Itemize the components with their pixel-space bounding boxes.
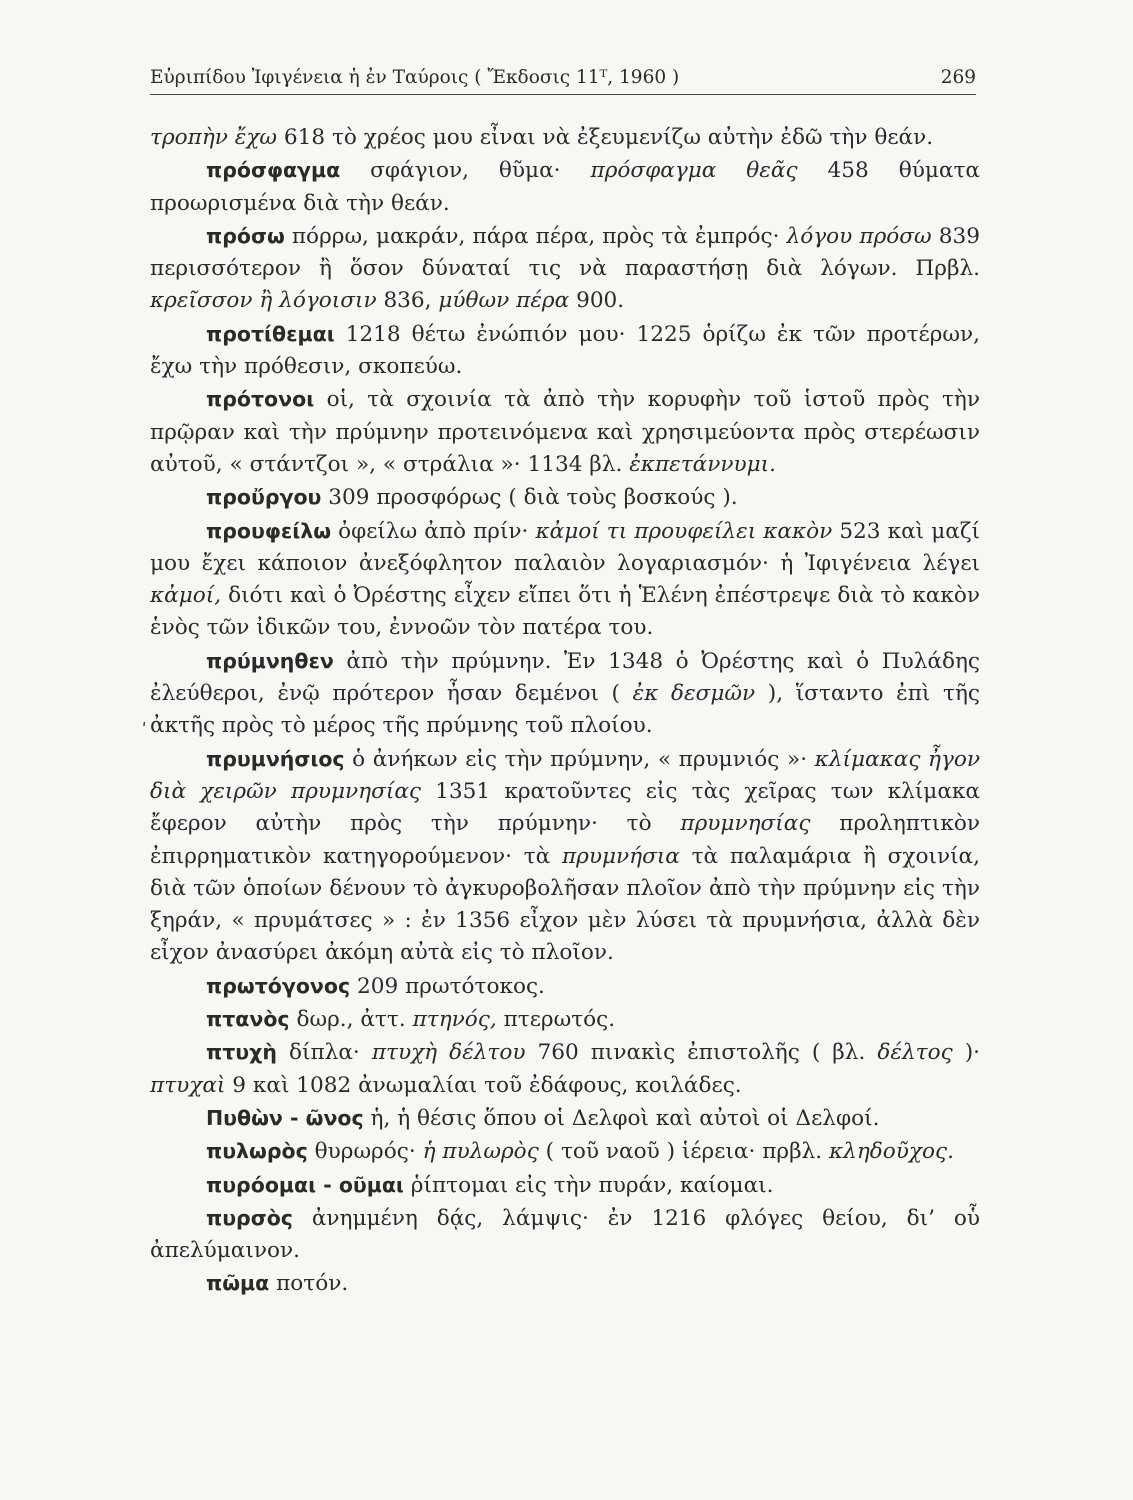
headword: πρόσω <box>206 223 285 248</box>
citation-italic: κἀμοί τι προυφείλει κακὸν <box>535 518 833 544</box>
glossary-body <box>150 122 980 1301</box>
citation-italic: ἐκ δεσμῶν <box>632 681 756 707</box>
citation-italic: κληδοῦχος. <box>828 1139 954 1165</box>
citation-italic: πρόσφαγμα θεᾶς <box>590 158 798 184</box>
definition-text: ἀπὸ τὴν πρύμνην. Ἐν 1348 ὁ Ὀρέστης καὶ ὁ Πυλάδης ἐλεύθεροι, ἐνῷ πρότερον ἦσαν δεμένοι ( <box>150 648 980 707</box>
citation-italic: δέλτος <box>877 1040 953 1066</box>
headword: πυρόομαι - οῦμαι <box>206 1172 404 1197</box>
glossary-entry <box>150 1135 980 1168</box>
definition-text: θυρωρός· <box>307 1139 423 1165</box>
running-header <box>150 56 976 95</box>
definition-text: 839 περισσότερον ἢ ὅσον δύναταί τις νὰ παραστήσῃ διὰ λόγων. Πρβλ. <box>150 223 980 282</box>
citation-italic: πτηνός, <box>412 1007 497 1033</box>
glossary-entry <box>150 743 980 970</box>
definition-text: ὁ ἀνήκων εἰς τὴν πρύμνην, « πρυμνιός »· <box>344 746 815 772</box>
glossary-entry <box>150 1267 980 1300</box>
headword: προὔργου <box>206 485 322 510</box>
headword: Πυθὼν - ῶνος <box>206 1105 364 1130</box>
margin-mark: ʹ <box>142 720 147 739</box>
citation-italic: ἐκπετάννυμι. <box>629 451 777 477</box>
headword: πυλωρὸς <box>206 1139 308 1164</box>
definition-text: προληπτικὸν ἐπιρρηματικὸν κατηγορούμενον· τὰ <box>150 811 980 869</box>
definition-text: ὀφείλω ἀπὸ πρίν· <box>331 518 536 544</box>
citation-italic: λόγου πρόσω <box>786 223 932 249</box>
glossary-entry <box>150 1102 980 1135</box>
definition-text: )· <box>952 1040 981 1066</box>
definition-text: 1351 κρατοῦντες εἰς τὰς χεῖρας των κλίμακα ἔφερον αὐτὴν πρὸς τὴν πρύμνην· τὸ <box>150 778 980 837</box>
definition-text: 1218 θέτω ἐνώπιόν μου· 1225 ὁρίζω ἐκ τῶν προτέρων, ἔχω τὴν πρόθεσιν, σκοπεύω. <box>150 321 980 380</box>
headword: πρυμνήσιος <box>206 746 345 771</box>
definition-text: δίπλα· <box>276 1040 372 1066</box>
definition-text: ἀνημμένη δᾴς, λάμψις· ἐν 1216 φλόγες θείου, δι’ οὗ ἀπελύμαινον. <box>150 1205 980 1264</box>
definition-text: 618 τὸ χρέος μου εἶναι νὰ ἐξευμενίζω αὐτὴν ἐδῶ τὴν θεάν. <box>277 125 934 150</box>
citation-italic: πτυχὴ δέλτου <box>371 1040 526 1066</box>
glossary-entry <box>150 1169 980 1202</box>
definition-text: ), ἵσταντο ἐπὶ τῆς ἀκτῆς πρὸς τὸ μέρος τῆς πρύμνης τοῦ πλοίου. <box>150 681 981 739</box>
definition-text: δωρ., ἀττ. <box>289 1007 413 1033</box>
definition-text: διότι καὶ ὁ Ὀρέστης εἶχεν εἴπει ὅτι ἡ Ἑλένη ἐπέστρεψε διὰ τὸ κακὸν ἑνὸς τῶν ἰδικῶν του, ἐννοῶν τὸν πατέρα του. <box>150 583 980 641</box>
citation-italic: τροπὴν ἔχω <box>150 125 278 150</box>
glossary-entry <box>150 1202 980 1268</box>
definition-text: 523 καὶ μαζί μου ἔχει κάποιον ἀνεξόφλητον παλαιὸν λογαριασμόν· ἡ Ἰφιγένεια λέγει <box>150 518 980 576</box>
definition-text: 309 προσφόρως ( διὰ τοὺς βοσκούς ). <box>321 485 738 511</box>
citation-italic: πρυμνησίας <box>680 811 811 837</box>
running-title: Εὐριπίδου Ἰφιγένεια ἡ ἐν Ταύροις ( Ἔκδοσις 11ᵀ, 1960 ) <box>150 67 680 88</box>
glossary-entry <box>150 481 980 514</box>
definition-text: 209 πρωτότοκος. <box>350 973 545 999</box>
definition-text: ἡ, ἡ θέσις ὅπου οἱ Δελφοὶ καὶ αὐτοὶ οἱ Δελφοί. <box>363 1105 880 1131</box>
definition-text: πόρρω, μακράν, πάρα πέρα, πρὸς τὰ ἐμπρός· <box>284 223 787 249</box>
definition-text: οἱ, τὰ σχοινία τὰ ἀπὸ τὴν κορυφὴν τοῦ ἱστοῦ πρὸς τὴν πρῷραν καὶ τὴν πρύμνην προτεινόμενα καὶ χρησιμεύοντα πρὸς στερέωσιν αὐτοῦ, « στάντζοι », « στράλια »· 1134 βλ. <box>150 387 980 477</box>
definition-text: 900. <box>569 288 625 314</box>
headword: πῶμα <box>206 1271 270 1296</box>
definition-text: 760 πινακὶς ἐπιστολῆς ( βλ. <box>525 1040 878 1066</box>
definition-text: ποτόν. <box>269 1271 349 1297</box>
definition-text: τὰ παλαμάρια ἢ σχοινία, διὰ τῶν ὁποίων δένουν τὸ ἀγκυροβολῆσαν πλοῖον ἀπὸ τὴν πρύμνην εἰς τὴν ξηράν, « πρυμάτσες » : ἐν 1356 εἶχον μὲν λύσει τὰ πρυμνήσια, ἀλλὰ δὲν εἶχον ἀνασύρει ἀκόμη αὐτὰ εἰς τὸ πλοῖον. <box>150 843 980 966</box>
headword: προυφείλω <box>206 518 332 543</box>
headword: προτίθεμαι <box>206 321 335 346</box>
headword: πρότονοι <box>206 387 315 412</box>
headword: πρύμνηθεν <box>206 648 334 673</box>
definition-text: 458 θύματα προωρισμένα διὰ τὴν θεάν. <box>150 158 980 216</box>
definition-text: πτερωτός. <box>496 1007 616 1033</box>
headword: πτυχὴ <box>206 1040 277 1065</box>
definition-text: ῥίπτομαι εἰς τὴν πυράν, καίομαι. <box>403 1172 774 1198</box>
headword: πρωτόγονος <box>206 973 351 998</box>
glossary-entry <box>150 515 980 645</box>
page-number: 269 <box>940 67 976 88</box>
headword: πρόσφαγμα <box>206 158 341 183</box>
glossary-entry <box>150 220 980 318</box>
entry-continuation <box>150 122 980 154</box>
citation-italic: πρυμνήσια <box>561 843 680 869</box>
glossary-entry <box>150 1003 980 1036</box>
citation-italic: κἀμοί, <box>150 583 222 609</box>
glossary-entry <box>150 1036 980 1102</box>
citation-italic: κρεῖσσον ἢ λόγοισιν <box>150 288 377 314</box>
citation-italic: κλίμακας ἦγον διὰ χειρῶν πρυμνησίας <box>150 746 980 804</box>
headword: πυρσὸς <box>206 1205 293 1230</box>
glossary-entry <box>150 318 980 384</box>
glossary-entry <box>150 154 980 220</box>
citation-italic: μύθων πέρα <box>438 288 570 314</box>
definition-text: σφάγιον, θῦμα· <box>340 158 591 184</box>
citation-italic: ἡ πυλωρὸς <box>422 1139 539 1165</box>
citation-italic: πτυχαὶ <box>150 1072 226 1098</box>
headword: πτανὸς <box>206 1007 290 1032</box>
definition-text: ( τοῦ ναοῦ ) ἱέρεια· πρβλ. <box>538 1139 829 1165</box>
definition-text: 836, <box>376 288 439 314</box>
glossary-entry <box>150 383 980 481</box>
glossary-entry <box>150 970 980 1003</box>
glossary-entry <box>150 645 980 743</box>
definition-text: 9 καὶ 1082 ἀνωμαλίαι τοῦ ἐδάφους, κοιλάδες. <box>225 1072 742 1098</box>
